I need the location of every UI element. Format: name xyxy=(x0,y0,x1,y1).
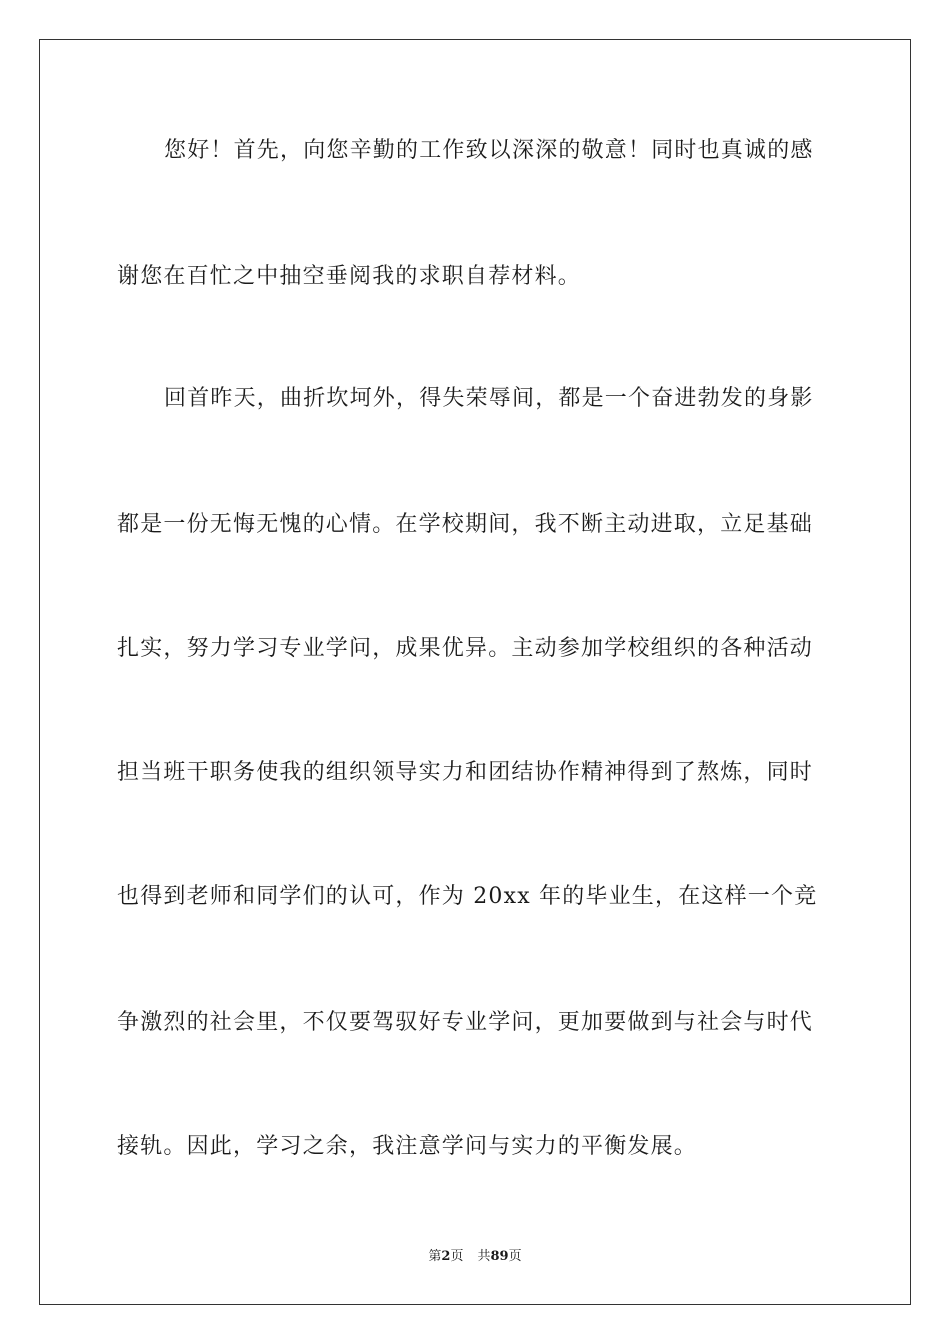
paragraph-2-line-6: 争激烈的社会里，不仅要驾驭好专业学问，更加要做到与社会与时代 xyxy=(117,1010,814,1035)
page-border xyxy=(39,39,911,1305)
paragraph-2-line-1: 回首昨天，曲折坎坷外，得失荣辱间，都是一个奋进勃发的身影 xyxy=(164,386,814,411)
paragraph-1-line-1: 您好！首先，向您辛勤的工作致以深深的敬意！同时也真诚的感 xyxy=(164,138,814,163)
paragraph-2-line-5: 也得到老师和同学们的认可，作为 20xx 年的毕业生，在这样一个竞 xyxy=(117,884,818,909)
paragraph-2-line-3: 扎实，努力学习专业学问，成果优异。主动参加学校组织的各种活动 xyxy=(117,636,814,661)
page-footer xyxy=(0,1248,950,1266)
paragraph-2-line-7: 接轨。因此，学习之余，我注意学问与实力的平衡发展。 xyxy=(117,1134,698,1159)
paragraph-1-line-2: 谢您在百忙之中抽空垂阅我的求职自荐材料。 xyxy=(117,264,582,289)
page-prefix: 第 xyxy=(428,1249,442,1264)
total-prefix: 共 xyxy=(477,1249,491,1264)
paragraph-2-line-4: 担当班干职务使我的组织领导实力和团结协作精神得到了熬炼，同时 xyxy=(117,760,814,785)
total-pages: 89 xyxy=(490,1249,509,1264)
page-suffix: 页 xyxy=(450,1249,464,1264)
total-suffix: 页 xyxy=(508,1249,522,1264)
page-number: 2 xyxy=(441,1249,451,1264)
paragraph-2-line-2: 都是一份无悔无愧的心情。在学校期间，我不断主动进取，立足基础 xyxy=(117,512,814,537)
